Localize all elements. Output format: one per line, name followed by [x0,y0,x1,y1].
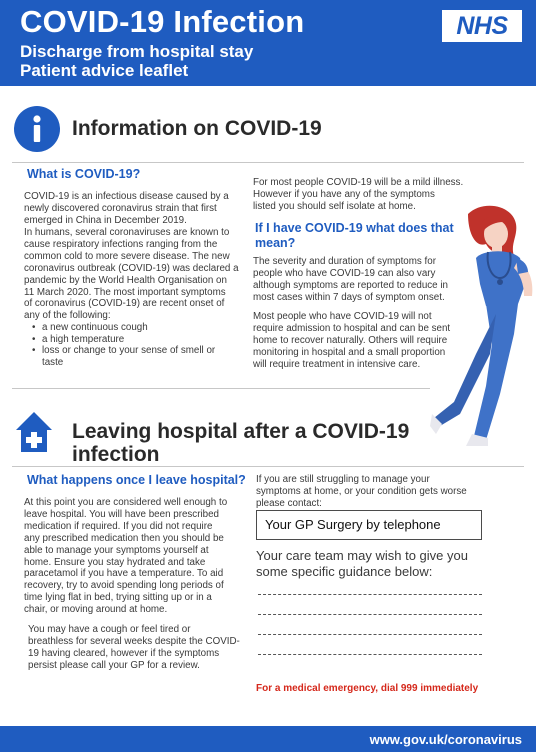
nurse-illustration [430,204,536,460]
footer-url[interactable]: www.gov.uk/coronavirus [369,732,522,747]
what-happens-paragraph-2: You may have a cough or feel tired or breathless for several weeks despite the COVID- 19 having cleared, however if the symptoms persist please call your GP for a review. [28,624,240,671]
header-banner [0,0,536,86]
admission-paragraph: Most people who have COVID-19 will not require admission to hospital and can be sent home to recover naturally. Others will require monitoring in hospital and a small proportion will require treatment in intensive care. [253,311,451,370]
info-icon [14,106,60,152]
guidance-line [258,614,482,615]
if-covid-heading: If I have COVID-19 what does that mean? [255,221,454,250]
section-title-leaving-hospital: Leaving hospital after a COVID-19 infection [72,420,410,466]
footer-banner [0,726,536,752]
what-is-heading: What is COVID-19? [27,167,141,181]
leaflet-subtitle: Discharge from hospital stay [20,42,254,61]
what-is-paragraph-1: COVID-19 is an infectious disease caused by a newly discovered coronavirus strain that first emerged in China in December 2019. [24,191,229,226]
leaflet-subtitle-2: Patient advice leaflet [20,61,189,80]
house-cross-icon [14,410,54,454]
leaflet-title: COVID-19 Infection [20,4,305,39]
guidance-text: Your care team may wish to give you some specific guidance below: [256,548,468,579]
divider [12,162,524,163]
list-item: • loss or change to your sense of smell or [32,345,215,357]
guidance-line [258,634,482,635]
divider [12,466,524,467]
struggling-paragraph: If you are still struggling to manage your symptoms at home, or your condition gets worse please contact: [256,474,467,509]
guidance-line [258,654,482,655]
symptom-continuation: taste [42,357,64,368]
symptom-list [32,322,215,357]
nhs-logo: NHS [442,10,522,42]
severity-paragraph: The severity and duration of symptoms for people who have COVID-19 can also vary although symptoms are reported to reduce in most cases within 7 days of symptom onset. [253,256,448,303]
list-item: • a high temperature [32,334,215,346]
emergency-notice: For a medical emergency, dial 999 immediately [256,683,479,694]
what-happens-heading: What happens once I leave hospital? [27,473,246,487]
what-is-paragraph-2: In humans, several coronaviruses are known to cause respiratory infections ranging from the common cold to more severe disease. The new coronavirus outbreak (COVID-19) was declared a pandemic by the World Health Organisation on 11 March 2020. The most important symptoms of coronavirus (COVID-19) are recent onset of any of the following: [24,227,239,322]
divider [12,388,430,389]
section-title-information: Information on COVID-19 [72,117,322,140]
what-happens-paragraph-1: At this point you are considered well enough to leave hospital. You will have been prescribed medication if required. If you did not require any prescribed medication then you should be able to manage your symptoms yourself at home. Ensure you stay hydrated and take paracetamol if you have a temperature. To aid recovery, try to avoid spending long periods of time lying flat in bed, trying sitting up or in a chair, or moving around at home. [24,497,228,616]
mild-illness-paragraph: For most people COVID-19 will be a mild illness. However if you have any of the symptoms listed you should self isolate at home. [253,177,464,212]
guidance-line [258,594,482,595]
contact-box: Your GP Surgery by telephone [256,510,482,540]
list-item: • a new continuous cough [32,322,215,334]
